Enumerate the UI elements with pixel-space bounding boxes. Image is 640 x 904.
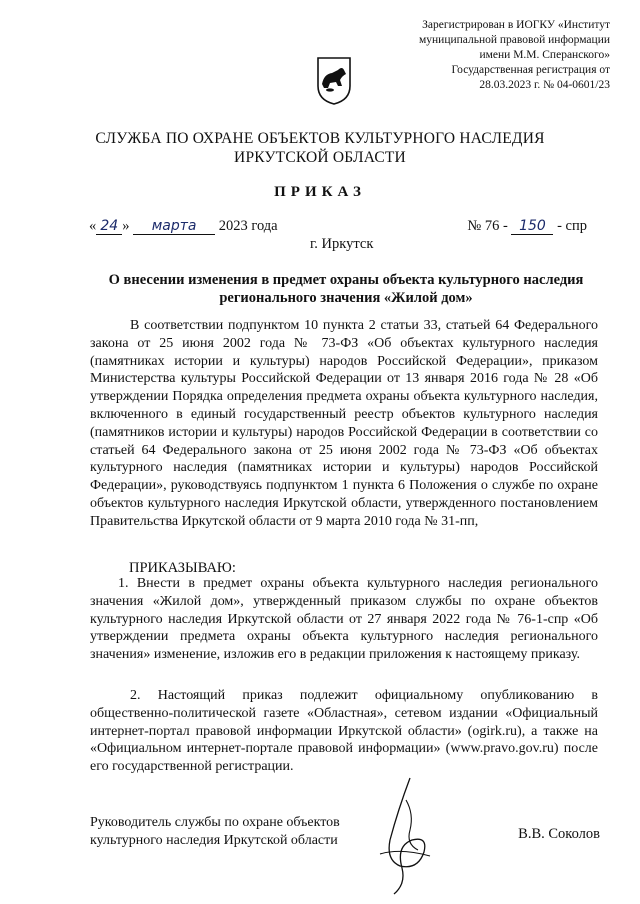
- document-number: [467, 218, 587, 235]
- document-type: ПРИКАЗ: [274, 184, 366, 200]
- registration-line: Зарегистрирован в ИОГКУ «Институт: [422, 19, 610, 31]
- document-heading: [92, 271, 600, 307]
- number-value: 150: [511, 218, 553, 235]
- date-open-quote: «: [89, 218, 97, 234]
- coat-of-arms-icon: [316, 56, 352, 106]
- organization-line: ИРКУТСКОЙ ОБЛАСТИ: [234, 149, 406, 166]
- registration-line: 28.03.2023 г. № 04-0601/23: [479, 79, 610, 91]
- registration-stamp: [380, 18, 610, 93]
- organization-line: СЛУЖБА ПО ОХРАНЕ ОБЪЕКТОВ КУЛЬТУРНОГО НАСЛЕДИЯ: [95, 130, 545, 147]
- handwritten-signature: [340, 770, 450, 900]
- preamble-paragraph: В соответствии подпунктом 10 пункта 2 статьи 33, статьей 64 Федерального закона от 25 июня 2002 года № 73-ФЗ «Об объектах культурного наследия (памятниках истории и культуры) народов Российской Федерации», приказом Министерства культуры Российской Федерации от 13 января 2016 года № 28 «Об утверждении Порядка определения предмета охраны объекта культурного наследия, включенного в единый государственный реестр объектов культурного наследия (памятников истории и культуры) народов Российской Федерации в соответствии со статьей 64 Федерального закона от 25 июня 2002 года № 73-ФЗ «Об объектах культурного наследия (памятниках истории и культуры) народов Российской Федерации», руководствуясь подпунктом 1 пункта 6 Положения о службе по охране объектов культурного наследия Иркутской области, утвержденного постановлением Правительства Иркутской области от 9 марта 2010 года № 31-пп,: [90, 318, 598, 529]
- signatory-position: [90, 814, 340, 850]
- order-word: ПРИКАЗЫВАЮ:: [129, 560, 236, 576]
- registration-line: Государственная регистрация от: [451, 64, 610, 76]
- date-year: 2023 года: [218, 218, 278, 234]
- document-date: [89, 218, 278, 235]
- heading-line: регионального значения «Жилой дом»: [219, 290, 473, 306]
- city: г. Иркутск: [310, 236, 374, 252]
- organization-name: [40, 129, 600, 167]
- date-month: марта: [133, 218, 215, 235]
- registration-line: имени М.М. Сперанского»: [479, 49, 610, 61]
- date-close-quote: »: [122, 218, 130, 234]
- signatory-position-line: культурного наследия Иркутской области: [90, 832, 338, 848]
- heading-line: О внесении изменения в предмет охраны объекта культурного наследия: [108, 272, 584, 288]
- order-item-1: 1. Внести в предмет охраны объекта культурного наследия регионального значения «Жилой дом», утвержденный приказом службы по охране объектов культурного наследия Иркутской области от 27 января 2022 года № 76-1-спр «Об утверждении предмета охраны объекта культурного наследия регионального значения» изменение, изложив его в редакции приложения к настоящему приказу.: [90, 576, 598, 663]
- signatory-name: В.В. Соколов: [518, 826, 600, 842]
- signatory-position-line: Руководитель службы по охране объектов: [90, 815, 340, 830]
- number-suffix: - спр: [557, 218, 587, 234]
- number-prefix: № 76 -: [467, 218, 508, 234]
- date-day: 24: [96, 218, 122, 235]
- registration-line: муниципальной правовой информации: [418, 34, 610, 46]
- order-item-2: 2. Настоящий приказ подлежит официальному опубликованию в общественно-политической газете «Областная», сетевом издании «Официальный интернет-портал правовой информации Иркутской области» (ogirk.ru), а также на «Официальном интернет-портале правовой информации» (www.pravo.gov.ru) после его государственной регистрации.: [90, 688, 598, 775]
